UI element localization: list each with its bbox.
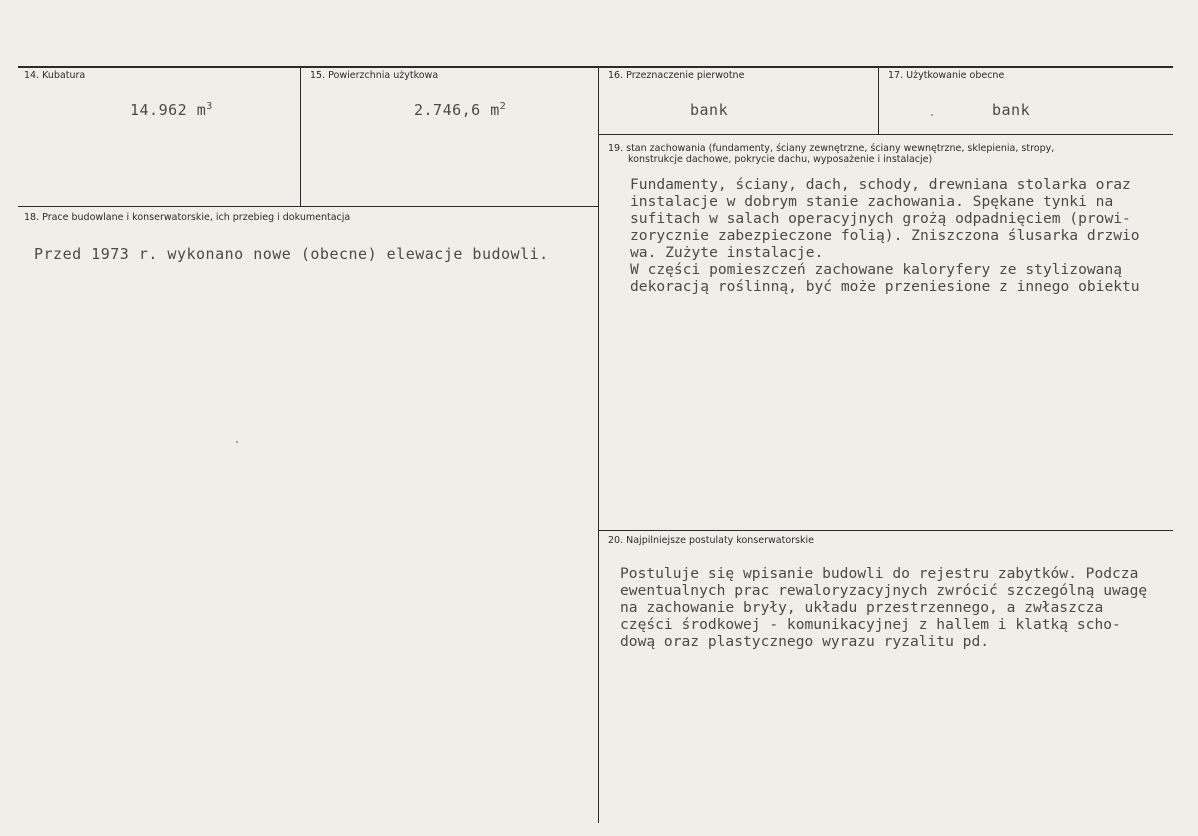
- field-15-label: 15. Powierzchnia użytkowa: [310, 70, 439, 81]
- field-20-line: ewentualnych prac rewaloryzacyjnych zwrócić szczególną uwagę: [620, 582, 1148, 599]
- divider-left-right: [598, 66, 599, 823]
- field-20-line: dową oraz plastycznego wyrazu ryzalitu pd.: [620, 633, 990, 650]
- field-20-line: Postuluje się wpisanie budowli do rejestru zabytków. Podcza: [620, 565, 1139, 582]
- stray-mark: [236, 441, 238, 443]
- rule-under-16-17: [598, 134, 1173, 135]
- area-unit-superscript: 2: [499, 101, 507, 112]
- field-19-line: dekoracją roślinną, być może przeniesione z innego obiektu: [630, 278, 1140, 295]
- field-19-text-block: [630, 176, 1198, 301]
- field-16-value: bank: [690, 101, 729, 119]
- top-rule: [18, 66, 1173, 68]
- field-20-label: 20. Najpilniejsze postulaty konserwatorskie: [608, 535, 814, 546]
- area-value: 2.746,6 m: [414, 101, 500, 119]
- divider-14-15: [300, 66, 301, 206]
- field-20-line: na zachowanie bryły, układu przestrzennego, a zwłaszcza: [620, 599, 1104, 616]
- field-19-line: sufitach w salach operacyjnych grożą odpadnięciem (prowi-: [630, 210, 1131, 227]
- field-15-value: [414, 101, 506, 119]
- field-20-text-block: [620, 565, 1198, 660]
- field-19-line: Fundamenty, ściany, dach, schody, drewniana stolarka oraz: [630, 176, 1131, 193]
- field-18-value: Przed 1973 r. wykonano nowe (obecne) elewacje budowli.: [34, 245, 549, 263]
- field-14-label: 14. Kubatura: [24, 70, 86, 81]
- volume-value: 14.962 m: [130, 101, 207, 119]
- volume-unit-superscript: 3: [206, 101, 213, 112]
- field-14-value: [130, 101, 213, 119]
- rule-above-18: [18, 206, 599, 207]
- field-20-line: części środkowej - komunikacyjnej z hallem i klatką scho-: [620, 616, 1121, 633]
- field-17-label: 17. Użytkowanie obecne: [888, 70, 1005, 81]
- field-18-label: 18. Prace budowlane i konserwatorskie, ich przebieg i dokumentacja: [24, 212, 351, 223]
- rule-above-20: [598, 530, 1173, 531]
- field-19-label-line2: konstrukcje dachowe, pokrycie dachu, wyposażenie i instalacje): [628, 154, 933, 165]
- field-19-line: wa. Zużyte instalacje.: [630, 244, 824, 261]
- divider-16-17: [878, 66, 879, 134]
- field-16-label: 16. Przeznaczenie pierwotne: [608, 70, 745, 81]
- field-19-label-line1: 19. stan zachowania (fundamenty, ściany zewnętrzne, ściany wewnętrzne, sklepienia, stropy,: [608, 143, 1055, 154]
- stray-mark: [931, 114, 933, 116]
- field-19-line: zorycznie zabezpieczone folią). Zniszczona ślusarka drzwio: [630, 227, 1140, 244]
- field-17-value: bank: [992, 101, 1031, 119]
- field-19-line: W części pomieszczeń zachowane kaloryfery ze stylizowaną: [630, 261, 1123, 278]
- field-19-line: instalacje w dobrym stanie zachowania. Spękane tynki na: [630, 193, 1114, 210]
